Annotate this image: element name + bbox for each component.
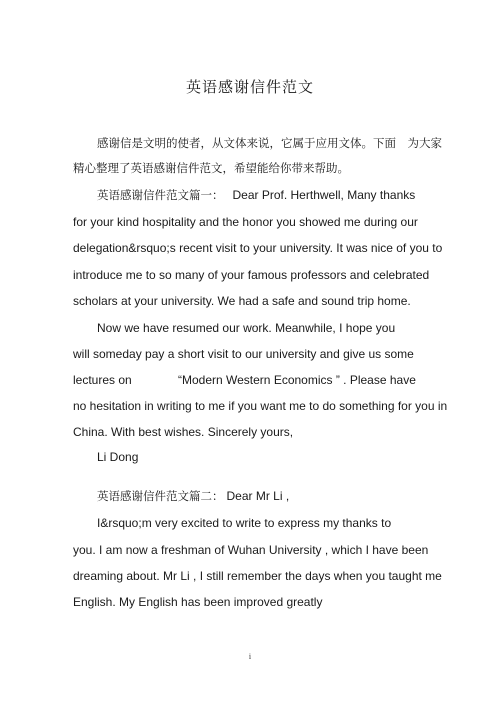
letter2-greeting: Dear Mr Li , (226, 489, 290, 503)
letter1-heading-line (97, 187, 415, 203)
letter1-signature: Li Dong (97, 450, 139, 464)
letter1-para2-after-2: China. With best wishes. Sincerely yours, (73, 425, 294, 439)
letter1-greeting: Dear Prof. Herthwell, Many thanks (232, 188, 416, 202)
letter1-lectures-topic: “Modern Western Economics ” . Please have (178, 373, 416, 387)
letter2-heading-line (97, 488, 289, 504)
intro-line-2: 精心整理了英语感谢信件范文，希望能给你带来帮助。 (73, 161, 349, 175)
page-number: i (248, 652, 252, 661)
letter2-line-2: dreaming about. Mr Li , I still remember the days when you taught me (73, 569, 442, 583)
letter1-heading: 英语感谢信件范文篇一： (97, 188, 224, 202)
letter1-line-1: for your kind hospitality and the honor you showed me during our (73, 215, 418, 229)
letter1-lectures-word: lectures on (73, 373, 132, 387)
letter1-para2-line-1: will someday pay a short visit to our university and give us some (73, 347, 414, 361)
letter2-heading: 英语感谢信件范文篇二： (97, 489, 224, 503)
letter1-para2-first: Now we have resumed our work. Meanwhile, I hope you (97, 321, 396, 335)
letter1-para2-after-1: no hesitation in writing to me if you want me to do something for you in (73, 399, 448, 413)
document-title: 英语感谢信件范文 (185, 78, 314, 96)
intro-line-1: 感谢信是文明的使者，从文体来说，它属于应用文体。下面 为大家 (97, 136, 442, 150)
letter1-line-2: delegation&rsquo;s recent visit to your university. It was nice of you to (73, 241, 443, 255)
letter1-line-4: scholars at your university. We had a safe and sound trip home. (73, 294, 411, 308)
letter2-first-line: I&rsquo;m very excited to write to express my thanks to (97, 516, 392, 530)
letter2-line-1: you. I am now a freshman of Wuhan University , which I have been (73, 543, 429, 557)
letter1-line-3: introduce me to so many of your famous professors and celebrated (73, 268, 430, 282)
letter2-line-3: English. My English has been improved greatly (73, 595, 323, 609)
